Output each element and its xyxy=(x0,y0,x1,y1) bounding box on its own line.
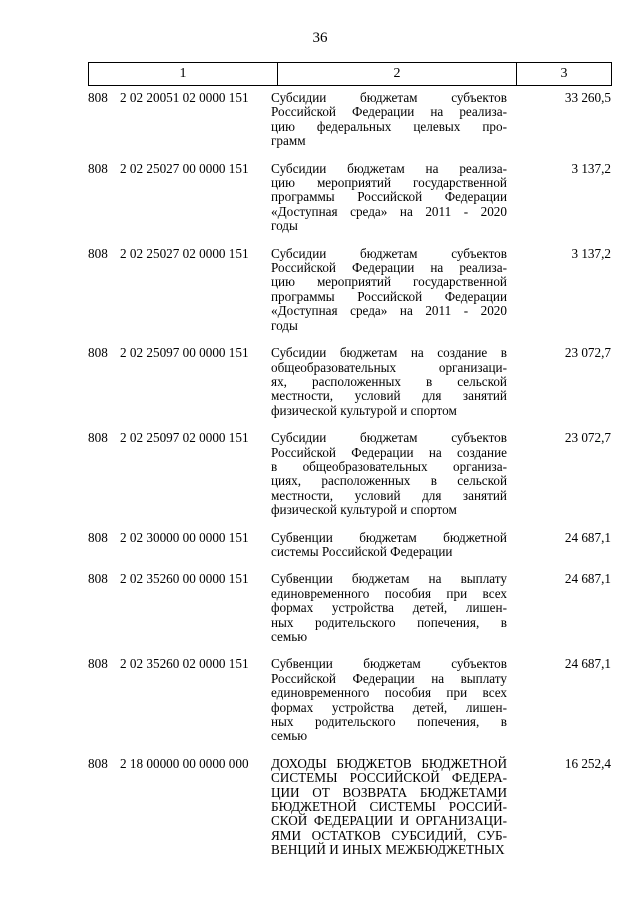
income-description xyxy=(271,162,507,234)
income-description xyxy=(271,572,507,644)
admin-code: 808 xyxy=(88,160,108,176)
income-description xyxy=(271,247,507,333)
table-row xyxy=(88,247,612,333)
amount: 24 687,1 xyxy=(564,571,611,587)
description-line: СКОЙ ФЕДЕРАЦИИ И ОРГАНИЗАЦИ- xyxy=(271,813,507,829)
description-line: единовременного пособия при всех xyxy=(271,685,507,701)
admin-code: 808 xyxy=(88,571,108,587)
description-line: физической культурой и спортом xyxy=(271,402,457,418)
table-header xyxy=(88,62,612,86)
description-line: ных родительского попечения, в xyxy=(271,614,507,630)
description-line: Субсидии бюджетам на создание в xyxy=(271,345,507,361)
description-line: программы Российской Федерации xyxy=(271,288,507,304)
description-line: в общеобразовательных организа- xyxy=(271,458,507,474)
description-line: Субсидии бюджетам на реализа- xyxy=(271,160,507,176)
description-line: системы Российской Федерации xyxy=(271,543,453,559)
income-description xyxy=(271,431,507,517)
amount: 23 072,7 xyxy=(564,430,611,446)
table-row xyxy=(88,346,612,418)
amount: 33 260,5 xyxy=(564,90,611,105)
description-line: Субвенции бюджетам бюджетной xyxy=(271,529,507,545)
description-line: годы xyxy=(271,317,298,333)
budget-classification-code: 2 02 35260 00 0000 151 xyxy=(120,571,249,587)
budget-classification-code: 2 02 25097 00 0000 151 xyxy=(120,345,249,361)
description-line: физической культурой и спортом xyxy=(271,502,457,518)
amount: 24 687,1 xyxy=(564,656,611,672)
description-line: Субсидии бюджетам субъектов xyxy=(271,245,507,261)
description-line: ных родительского попечения, в xyxy=(271,714,507,730)
admin-code: 808 xyxy=(88,656,108,672)
income-description xyxy=(271,757,507,858)
description-line: «Доступная среда» на 2011 - 2020 xyxy=(271,303,507,319)
description-line: ях, расположенных в сельской xyxy=(271,373,507,389)
description-line: семью xyxy=(271,629,308,644)
admin-code: 808 xyxy=(88,90,108,105)
description-line: ЯМИ ОСТАТКОВ СУБСИДИЙ, СУБ- xyxy=(271,827,507,843)
amount: 24 687,1 xyxy=(564,529,611,545)
description-line: цию федеральных целевых про- xyxy=(271,118,507,134)
header-col-2: 2 xyxy=(278,63,517,85)
description-line: цию мероприятий государственной xyxy=(271,274,507,290)
table-row xyxy=(88,162,612,234)
description-line: Субвенции бюджетам на выплату xyxy=(271,571,507,587)
description-line: ЦИИ ОТ ВОЗВРАТА БЮДЖЕТАМИ xyxy=(271,784,507,800)
description-line: СИСТЕМЫ РОССИЙСКОЙ ФЕДЕРА- xyxy=(271,770,507,786)
description-line: БЮДЖЕТНОЙ СИСТЕМЫ РОССИЙ- xyxy=(271,799,507,815)
description-line: семью xyxy=(271,728,308,744)
amount: 3 137,2 xyxy=(571,160,611,176)
description-line: «Доступная среда» на 2011 - 2020 xyxy=(271,203,507,219)
description-line: формах устройства детей, лишен- xyxy=(271,699,507,715)
description-line: программы Российской Федерации xyxy=(271,189,507,205)
income-description xyxy=(271,531,507,560)
budget-classification-code: 2 02 30000 00 0000 151 xyxy=(120,529,249,545)
description-line: ДОХОДЫ БЮДЖЕТОВ БЮДЖЕТНОЙ xyxy=(271,755,507,771)
page-number: 36 xyxy=(312,30,328,46)
header-col-1: 1 xyxy=(89,63,278,85)
amount: 3 137,2 xyxy=(571,245,611,261)
description-line: Субвенции бюджетам субъектов xyxy=(271,656,507,672)
description-line: Субсидии бюджетам субъектов xyxy=(271,430,507,446)
description-line: местности, условий для занятий xyxy=(271,487,507,503)
description-line: Российской Федерации на реализа- xyxy=(271,260,507,276)
table-body xyxy=(88,91,612,871)
description-line: грамм xyxy=(271,133,306,149)
description-line: единовременного пособия при всех xyxy=(271,585,507,601)
table-row xyxy=(88,91,612,149)
table-row xyxy=(88,431,612,517)
description-line: годы xyxy=(271,218,298,234)
income-description xyxy=(271,657,507,743)
admin-code: 808 xyxy=(88,345,108,361)
description-line: ВЕНЦИЙ И ИНЫХ МЕЖБЮДЖЕТНЫХ xyxy=(271,842,505,858)
budget-classification-code: 2 02 25097 02 0000 151 xyxy=(120,430,249,446)
table-row xyxy=(88,757,612,858)
description-line: Субсидии бюджетам субъектов xyxy=(271,90,507,105)
description-line: местности, условий для занятий xyxy=(271,388,507,404)
header-col-3: 3 xyxy=(560,66,568,81)
description-line: общеобразовательных организаци- xyxy=(271,359,507,375)
budget-classification-code: 2 02 25027 00 0000 151 xyxy=(120,160,249,176)
admin-code: 808 xyxy=(88,430,108,446)
description-line: циях, расположенных в сельской xyxy=(271,473,507,489)
income-description xyxy=(271,91,507,149)
description-line: цию мероприятий государственной xyxy=(271,175,507,191)
table-row xyxy=(88,531,612,560)
budget-classification-code: 2 02 25027 02 0000 151 xyxy=(120,245,249,261)
amount: 23 072,7 xyxy=(564,345,611,361)
income-description xyxy=(271,346,507,418)
table-row xyxy=(88,657,612,743)
description-line: Российской Федерации на выплату xyxy=(271,670,507,686)
budget-classification-code: 2 02 20051 02 0000 151 xyxy=(120,90,249,105)
admin-code: 808 xyxy=(88,245,108,261)
description-line: Российской Федерации на реализа- xyxy=(271,104,507,120)
budget-classification-code: 2 18 00000 00 0000 000 xyxy=(120,755,249,771)
description-line: Российской Федерации на создание xyxy=(271,444,507,460)
admin-code: 808 xyxy=(88,529,108,545)
table-row xyxy=(88,572,612,644)
amount: 16 252,4 xyxy=(564,755,611,771)
description-line: формах устройства детей, лишен- xyxy=(271,600,507,616)
budget-classification-code: 2 02 35260 02 0000 151 xyxy=(120,656,249,672)
admin-code: 808 xyxy=(88,755,108,771)
